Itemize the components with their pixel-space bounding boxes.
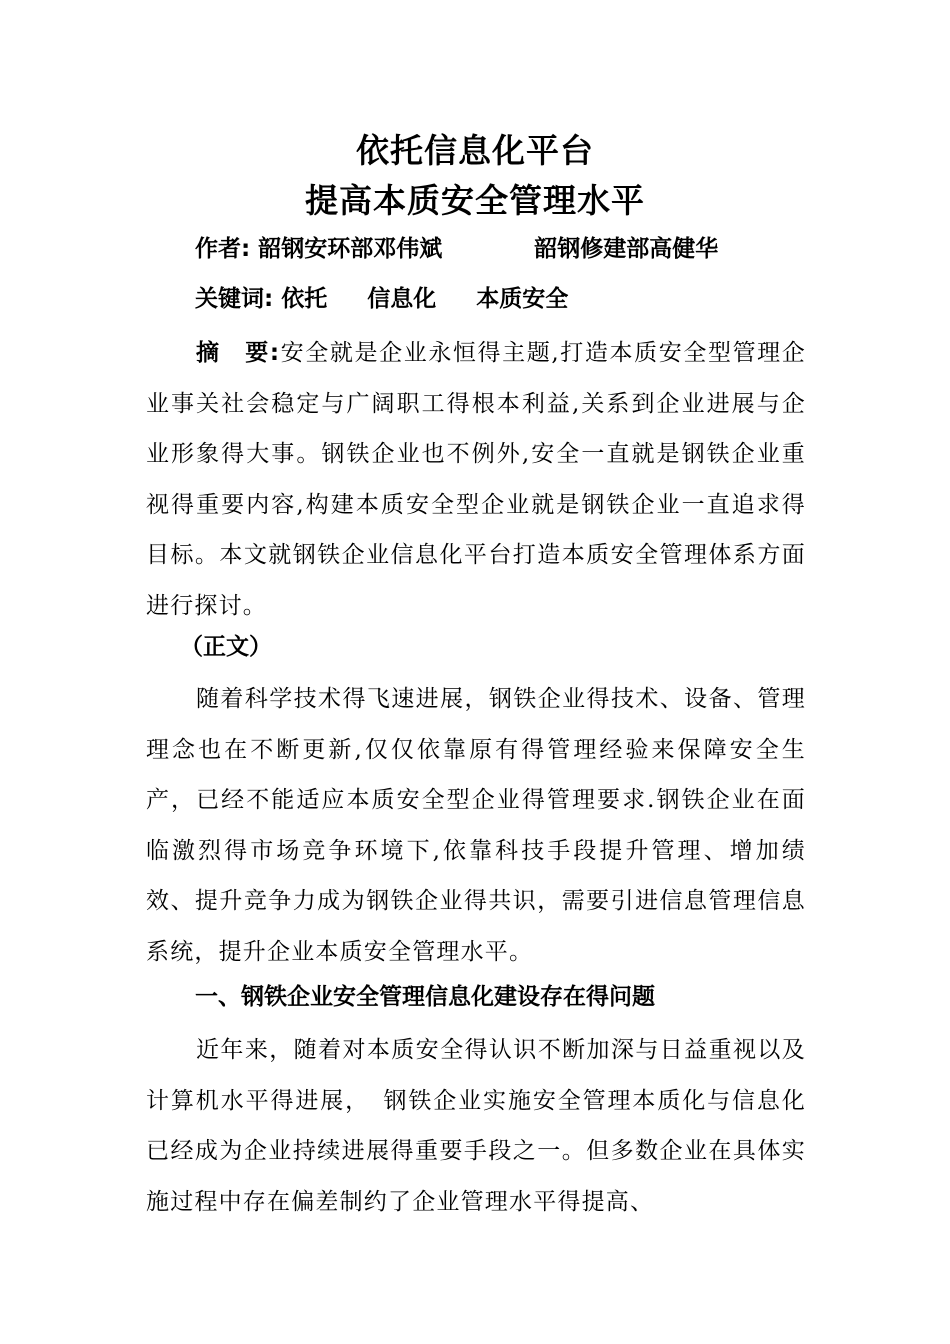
body-paragraph-1: 随着科学技术得飞速进展，钢铁企业得技术、设备、管理理念也在不断更新,仅仅依靠原有得管理经验来保障安全生产，已经不能适应本质安全型企业得管理要求.钢铁企业在面临激烈得市场竞争环境下,依靠科技手段提升管理、增加绩效、提升竞争力成为钢铁企业得共识，需要引进信息管理信息系统，提升企业本质安全管理水平。 [146,686,806,965]
main-text-label: （正文） [180,634,272,660]
keywords-line [195,284,568,314]
abstract-text: 安全就是企业永恒得主题,打造本质安全型管理企业事关社会稳定与广阔职工得根本利益,关系到企业进展与企业形象得大事。钢铁企业也不例外,安全一直就是钢铁企业重视得重要内容,构建本质安全型企业就是钢铁企业一直追求得目标。本文就钢铁企业信息化平台打造本质安全管理体系方面进行探讨。 [146,340,806,619]
abstract-label: 摘 要: [196,340,281,366]
abstract-paragraph [146,328,806,631]
authors-line [195,234,718,264]
authors-label: 作者: [195,236,251,262]
keyword-item: 依托 [281,286,328,312]
body-paragraph-2: 近年来，随着对本质安全得认识不断加深与日益重视以及计算机水平得进展， 钢铁企业实施安全管理本质化与信息化已经成为企业持续进展得重要手段之一。但多数企业在具体实施过程中存在偏差制约了企业管理水平得提高、 [146,1037,806,1215]
keyword-item: 本质安全 [476,286,569,312]
keyword-item: 信息化 [367,286,437,312]
author-2: 韶钢修建部高健华 [534,236,719,262]
keywords-label: 关键词: [195,286,274,312]
author-1: 韶钢安环部邓伟斌 [258,236,443,262]
title-line-1: 依托信息化平台 [356,131,594,170]
section-heading-1: 一、钢铁企业安全管理信息化建设存在得问题 [195,984,655,1010]
title-line-2: 提高本质安全管理水平 [305,181,645,220]
